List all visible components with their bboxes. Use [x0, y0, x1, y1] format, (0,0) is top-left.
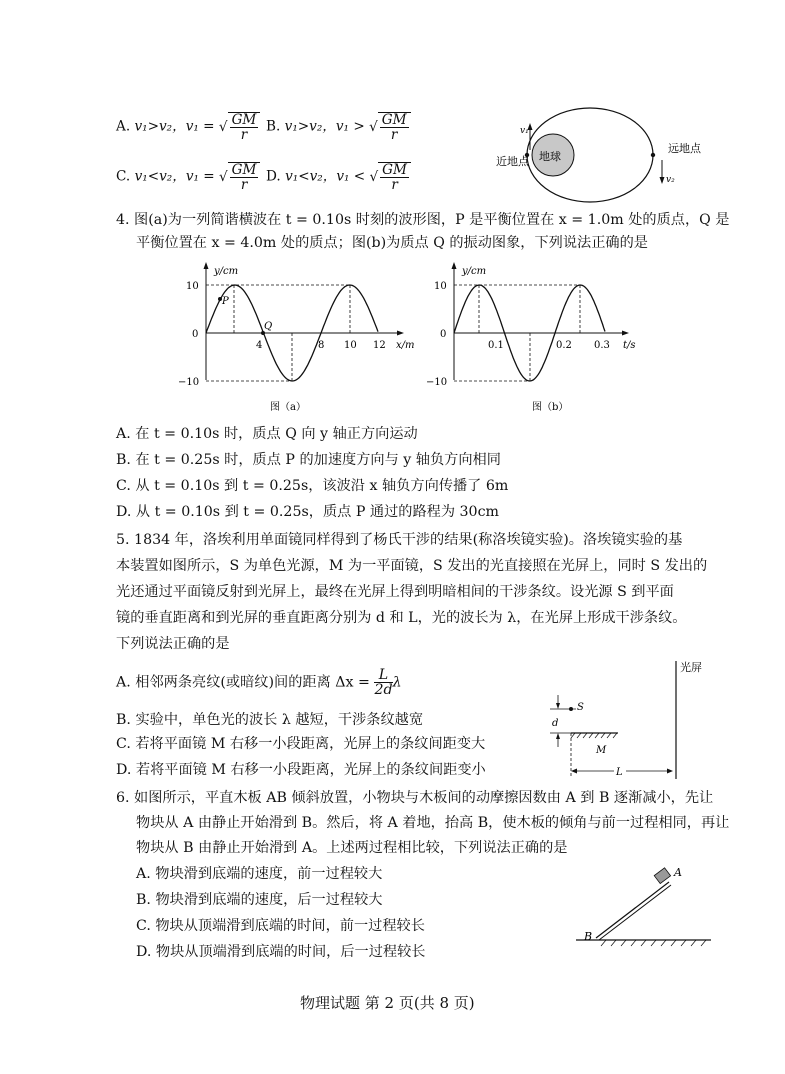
label-m: M: [596, 745, 607, 756]
vibration-graph-b: [420, 258, 650, 418]
v2-label: v₂: [666, 175, 675, 185]
label-q: Q: [264, 321, 273, 332]
q4-stem-line1: 4. 图(a)为一列简谐横波在 t = 0.10s 时刻的波形图，P 是平衡位置在 x = 1.0m 处的质点，Q 是: [116, 212, 730, 228]
xtick-8: 8: [318, 340, 325, 351]
q5-stem-line3: 光还通过平面镜反射到光屏上，最终在光屏上得到明暗相间的干涉条纹。设光源 S 到平面: [116, 584, 674, 600]
q6-stem-line2: 物块从 A 由静止开始滑到 B。然后，将 A 着地，抬高 B，使木板的倾角与前一过程相同，再让: [136, 815, 730, 831]
q5-option-d: D. 若将平面镜 M 右移一小段距离，光屏上的条纹间距变小: [116, 762, 486, 778]
label-s: S: [577, 702, 584, 713]
ttick-0.3: 0.3: [594, 340, 610, 351]
caption-b: 图（b）: [532, 402, 569, 413]
label-b: B: [584, 930, 593, 943]
caption-a: 图（a）: [270, 402, 306, 413]
label-a: A: [674, 866, 682, 879]
wave-graph-a: [178, 258, 418, 418]
fraction-l-2d: $\frac{L}{2d}$: [374, 667, 393, 698]
y-axis-label: y/cm: [214, 266, 239, 277]
board-ab: [596, 882, 669, 938]
q3-option-b: B. v₁>v₂，v₁ > √ $\frac{GM}{r}$: [266, 112, 411, 142]
xtick-12: 12: [373, 340, 386, 351]
ytick-neg10: −10: [426, 377, 448, 388]
q4-option-c: C. 从 t = 0.10s 到 t = 0.25s，该波沿 x 轴负方向传播了 6m: [116, 478, 509, 494]
ytick-10: 10: [186, 281, 199, 292]
q6-option-c: C. 物块从顶端滑到底端的时间，前一过程较长: [136, 918, 425, 934]
v1-label: v₁: [520, 126, 529, 136]
q3-option-a: A. v₁>v₂，v₁ = √ $\frac{GM}{r}$: [116, 112, 260, 142]
earth-label: 地球: [539, 150, 561, 163]
q6-option-b: B. 物块滑到底端的速度，后一过程较大: [136, 892, 383, 908]
block: [654, 868, 670, 884]
label-d: d: [552, 718, 559, 729]
ttick-0.1: 0.1: [488, 340, 504, 351]
q3-option-d: D. v₁<v₂，v₁ < √ $\frac{GM}{r}$: [266, 162, 411, 192]
t-axis-label: t/s: [623, 340, 636, 351]
q5-stem-line2: 本装置如图所示，S 为单色光源，M 为一平面镜，S 发出的光直接照在光屏上，同时 S 发出的: [116, 558, 708, 574]
incline-diagram: [566, 860, 716, 950]
xtick-4: 4: [256, 340, 263, 351]
q5-option-c: C. 若将平面镜 M 右移一小段距离，光屏上的条纹间距变大: [116, 736, 486, 752]
ytick-neg10: −10: [178, 377, 200, 388]
q6-option-a: A. 物块滑到底端的速度，前一过程较大: [136, 866, 383, 882]
xtick-10: 10: [344, 340, 357, 351]
ytick-0: 0: [192, 329, 199, 340]
q4-option-d: D. 从 t = 0.10s 到 t = 0.25s，质点 P 通过的路程为 30cm: [116, 504, 499, 520]
sqrt-gm-r: √ $\frac{GM}{r}$: [219, 112, 260, 142]
q5-option-a: A. 相邻两条亮纹(或暗纹)间的距离 Δx = $\frac{L}{2d}$ λ: [116, 667, 402, 698]
apogee-point: [651, 153, 655, 157]
apogee-label: 远地点: [668, 142, 701, 155]
orbit-diagram: [490, 100, 730, 212]
label-l: L: [616, 767, 623, 778]
page-footer: 物理试题 第 2 页(共 8 页): [300, 994, 475, 1012]
ytick-10: 10: [434, 281, 447, 292]
q5-stem-line5: 下列说法正确的是: [116, 636, 230, 652]
q4-stem-line2: 平衡位置在 x = 4.0m 处的质点；图(b)为质点 Q 的振动图象，下列说法正确的是: [136, 235, 648, 251]
q5-stem-line4: 镜的垂直距离和到光屏的垂直距离分别为 d 和 L，光的波长为 λ，在光屏上形成干涉条纹。: [116, 610, 687, 626]
label-p: P: [222, 296, 229, 307]
ytick-0: 0: [440, 329, 447, 340]
q5-option-b: B. 实验中，单色光的波长 λ 越短，干涉条纹越宽: [116, 712, 424, 728]
q6-stem-line1: 6. 如图所示，平直木板 AB 倾斜放置，小物块与木板间的动摩擦因数由 A 到 B 逐渐减小，先让: [116, 790, 714, 806]
screen-label: 光屏: [680, 661, 702, 674]
q4-option-a: A. 在 t = 0.10s 时，质点 Q 向 y 轴正方向运动: [116, 426, 418, 442]
lloyd-mirror-diagram: [530, 655, 730, 785]
x-axis-label: x/m: [396, 340, 415, 351]
q6-option-d: D. 物块从顶端滑到底端的时间，后一过程较长: [136, 944, 426, 960]
q3-option-c: C. v₁<v₂，v₁ = √ $\frac{GM}{r}$: [116, 162, 260, 192]
y-axis-label: y/cm: [462, 266, 487, 277]
ttick-0.2: 0.2: [556, 340, 572, 351]
q5-stem-line1: 5. 1834 年，洛埃利用单面镜同样得到了杨氏干涉的结果(称洛埃镜实验)。洛埃镜实验的基: [116, 532, 683, 548]
perigee-label: 近地点: [496, 155, 529, 168]
q6-stem-line3: 物块从 B 由静止开始滑到 A。上述两过程相比较，下列说法正确的是: [136, 840, 568, 856]
q4-option-b: B. 在 t = 0.25s 时，质点 P 的加速度方向与 y 轴负方向相同: [116, 452, 501, 468]
